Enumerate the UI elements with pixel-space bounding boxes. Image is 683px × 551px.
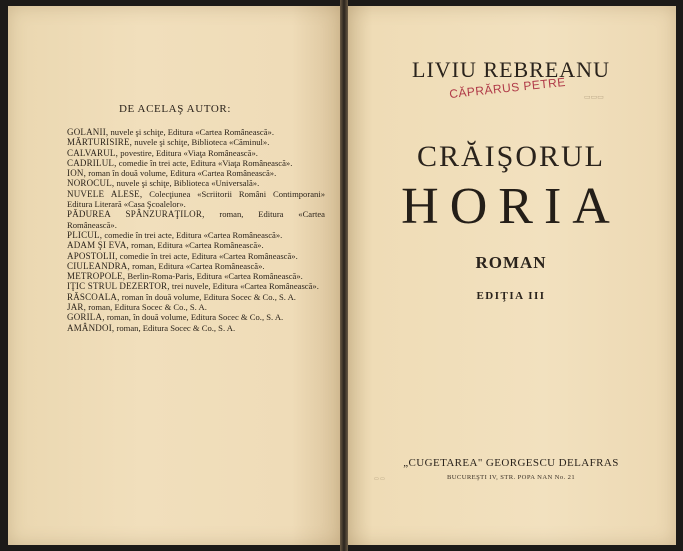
work-details: roman, Editura «Cartea Românească».: [132, 260, 265, 271]
list-item: [67, 261, 325, 271]
book-title-line-2: HORIA: [401, 178, 621, 235]
author-name: LIVIU REBREANU: [412, 57, 610, 82]
work-title: CIULEANDRA,: [67, 260, 130, 271]
work-title: NUVELE ALESE,: [67, 188, 143, 199]
list-item: [67, 240, 325, 250]
list-item: [67, 209, 325, 230]
work-title: PĂDUREA SPÂNZURAŢILOR,: [67, 209, 205, 220]
work-details: Colecţiunea «Scriitorii Români Contimporani» Editura Literară «Casa Şcoalelor».: [67, 188, 325, 210]
work-details: nuvele şi schiţe, Biblioteca «Căminul».: [134, 137, 270, 148]
list-item: [67, 178, 325, 188]
work-title: IŢIC STRUL DEZERTOR,: [67, 281, 170, 292]
work-details: roman, Editura Socec & Co., S. A.: [116, 322, 236, 333]
faint-stamp-mark: ▭▭▭: [584, 93, 604, 101]
list-item: [67, 189, 325, 210]
list-item: [67, 148, 325, 158]
edition-label: EDIŢIA III: [476, 290, 546, 302]
work-title: CALVARUL,: [67, 147, 119, 158]
work-title: MĂRTURISIRE,: [67, 137, 133, 148]
publisher-address: BUCUREŞTI IV, STR. POPA NAN No. 21: [446, 474, 576, 481]
work-title: RĂSCOALA,: [67, 291, 120, 302]
work-title: ADAM ŞI EVA,: [67, 240, 129, 251]
work-details: Berlin-Roma-Paris, Editura «Cartea Românească».: [127, 271, 303, 282]
work-title: ION,: [67, 168, 87, 179]
list-item: [67, 158, 325, 168]
list-item: [67, 323, 325, 333]
work-details: povestire, Editura «Viaţa Românească».: [120, 147, 258, 158]
list-item: [67, 230, 325, 240]
work-details: comedie în trei acte, Editura «Cartea Românească».: [119, 250, 298, 261]
list-item: [67, 168, 325, 178]
work-title: GORILA,: [67, 312, 105, 323]
work-title: NOROCUL,: [67, 178, 115, 189]
book-title-line-1: CRĂIŞORUL: [416, 140, 606, 173]
work-details: roman, Editura «Cartea Românească».: [67, 209, 325, 230]
work-title: AMÂNDOI,: [67, 322, 115, 333]
work-details: nuvele şi schiţe, Biblioteca «Universală».: [116, 178, 260, 189]
work-title: GOLANII,: [67, 127, 109, 137]
work-details: comedie în trei acte, Editura «Cartea Românească».: [104, 229, 283, 240]
list-item: [67, 302, 325, 312]
works-heading: DE ACELAŞ AUTOR:: [118, 103, 232, 115]
list-item: [67, 271, 325, 281]
list-item: [67, 251, 325, 261]
work-details: roman, Editura «Cartea Românească».: [131, 240, 264, 251]
work-details: roman în două volume, Editura «Cartea Românească».: [88, 168, 277, 179]
work-details: roman în două volume, Editura Socec & Co., S. A.: [121, 291, 296, 302]
works-list: [67, 127, 325, 333]
list-item: [67, 292, 325, 302]
genre-label: ROMAN: [475, 253, 547, 272]
work-title: JAR,: [67, 302, 87, 313]
work-details: nuvele şi schiţe, Editura «Cartea Românească».: [110, 127, 274, 137]
faint-print-mark: ▭ ▭: [374, 477, 385, 482]
work-details: trei nuvele, Editura «Cartea Românească».: [171, 281, 319, 292]
work-title: APOSTOLII,: [67, 250, 118, 261]
list-item: [67, 137, 325, 147]
work-title: PLICUL,: [67, 229, 103, 240]
owner-stamp: CĂPRĂRUS PETRE: [448, 74, 567, 102]
list-item: [67, 312, 325, 322]
list-item: [67, 281, 325, 291]
work-details: roman, în două volume, Editura Socec & Co., S. A.: [106, 312, 284, 323]
work-title: METROPOLE,: [67, 271, 126, 282]
list-item: [67, 127, 325, 137]
work-details: comedie în trei acte, Editura «Viaţa Românească».: [118, 157, 293, 168]
publisher-name: „CUGETAREA" GEORGESCU DELAFRAS: [403, 457, 619, 469]
work-details: roman, Editura Socec & Co., S. A.: [88, 302, 207, 313]
work-title: CADRILUL,: [67, 157, 117, 168]
